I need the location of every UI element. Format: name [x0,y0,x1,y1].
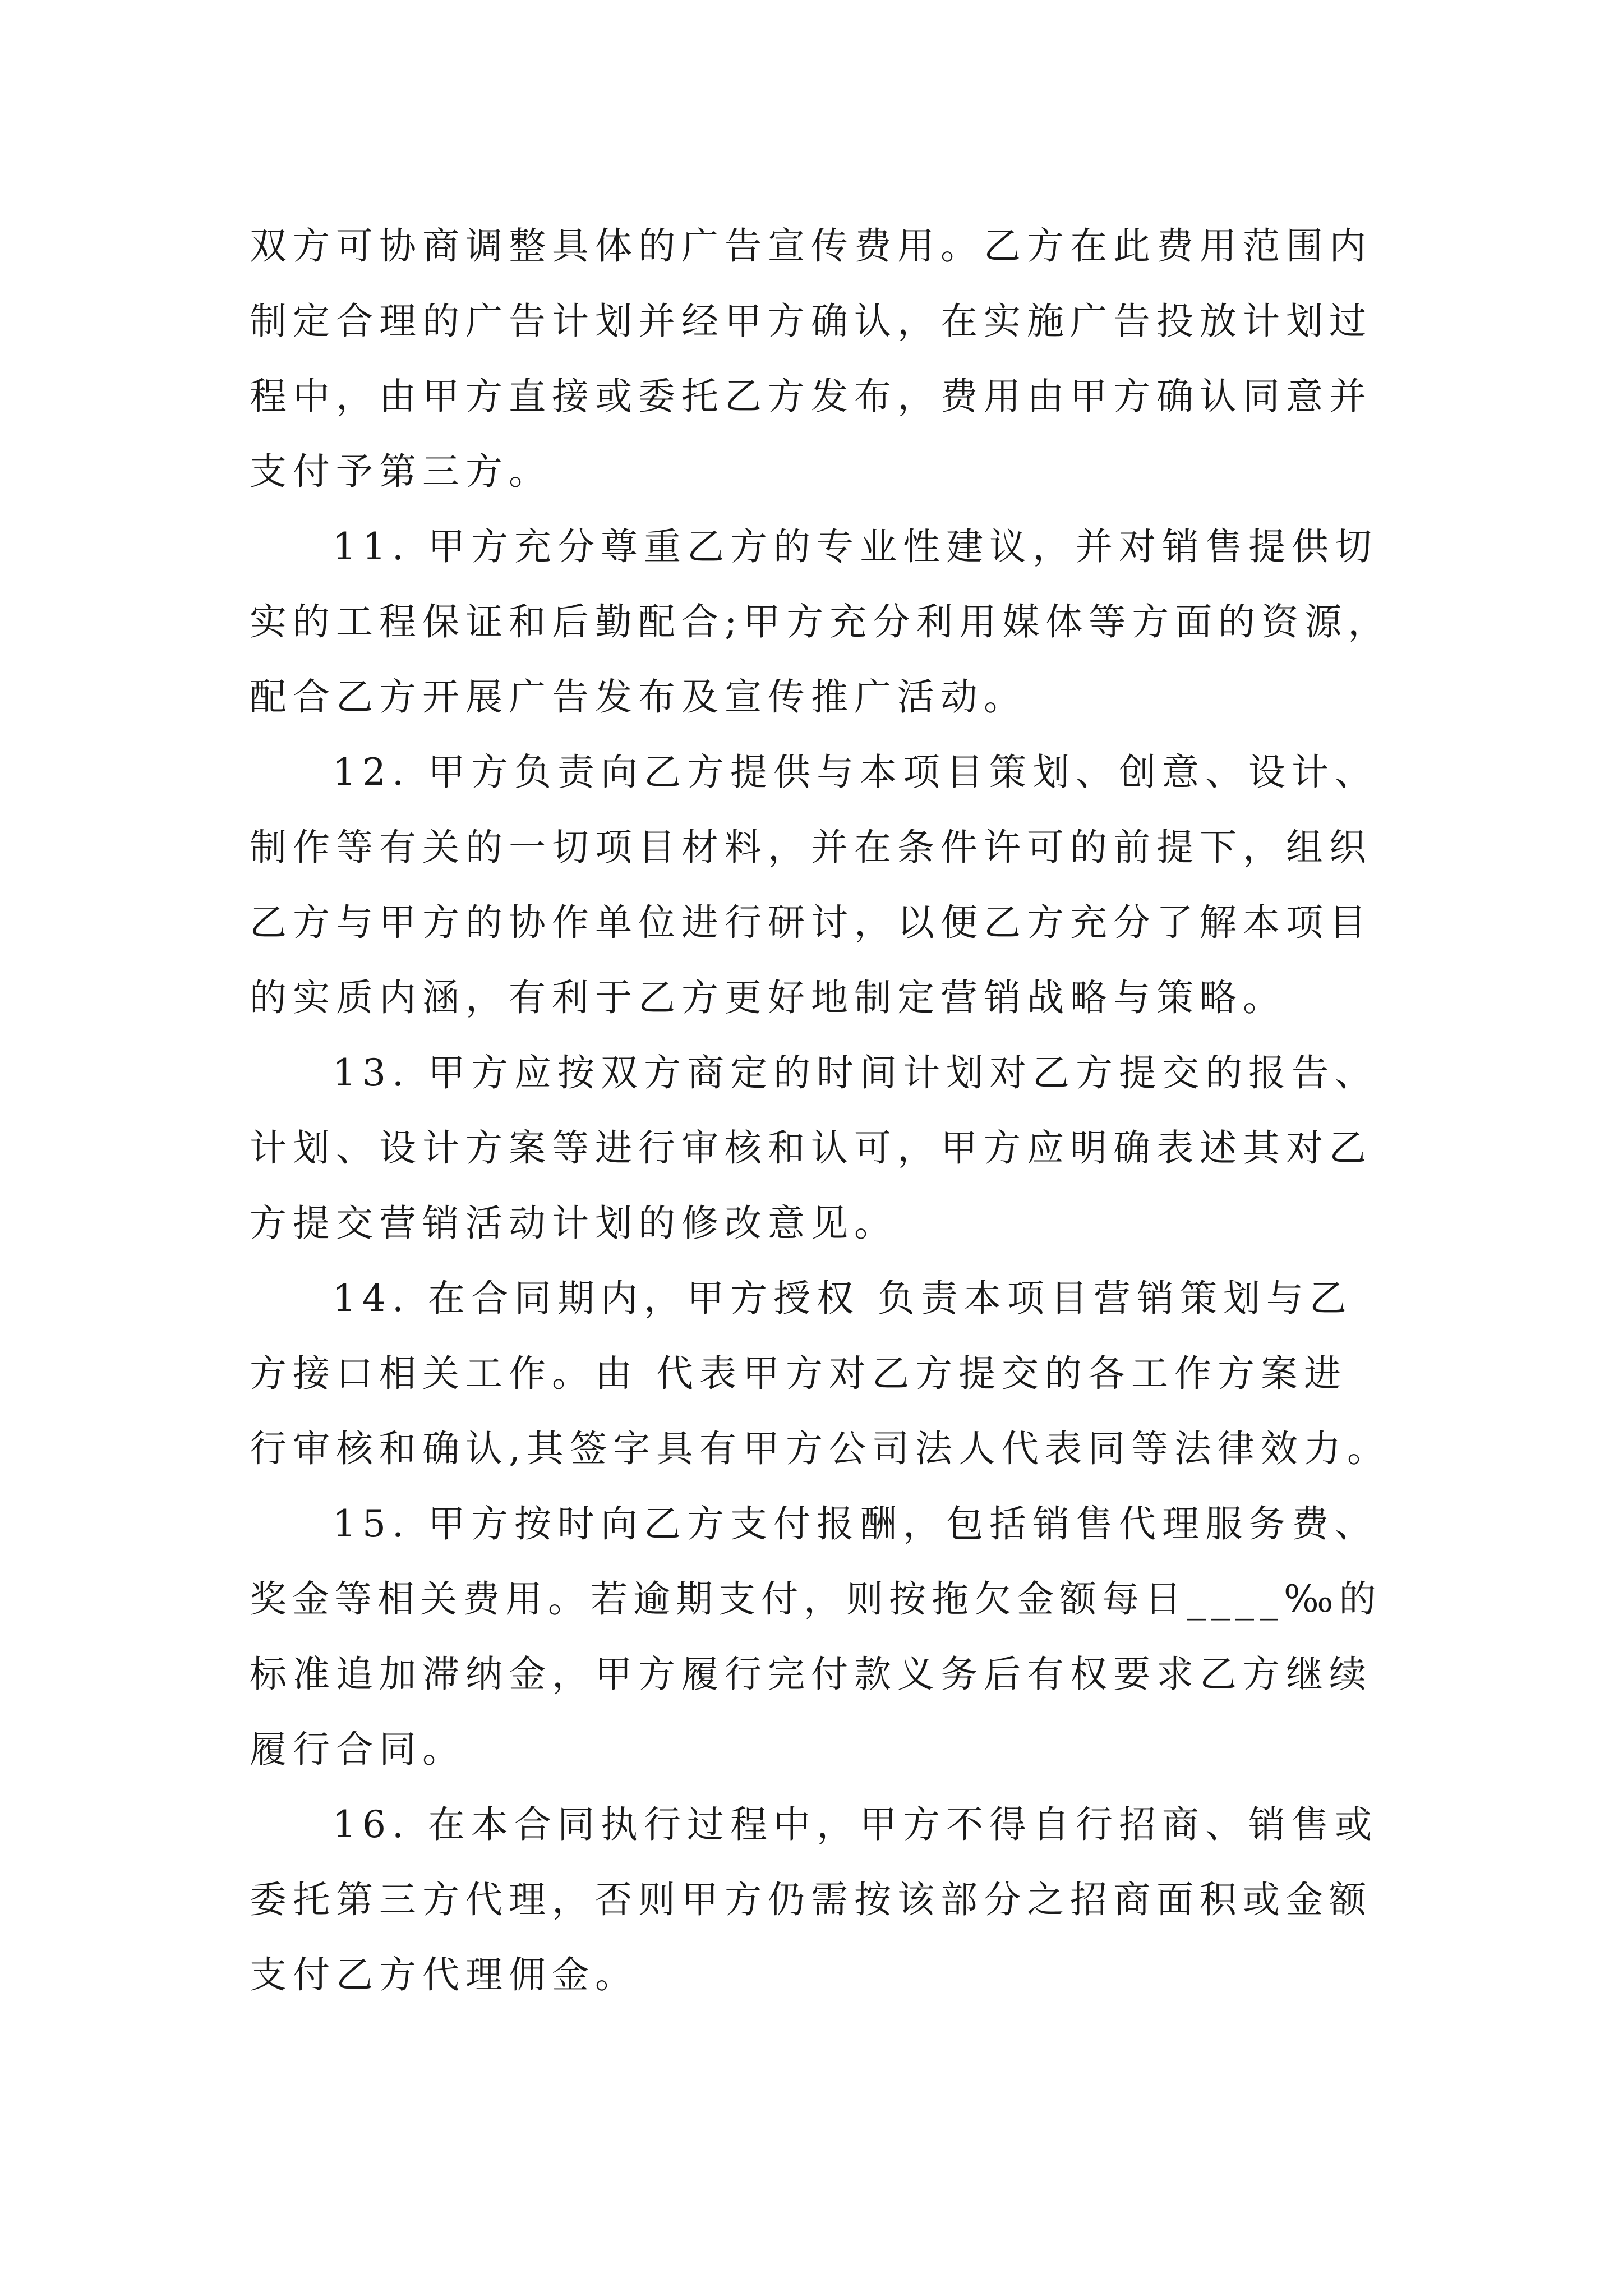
text-line: 制定合理的广告计划并经甲方确认，在实施广告投放计划过 [250,300,1372,343]
text-line: 16. 在本合同执行过程中，甲方不得自行招商、销售或 [333,1803,1378,1846]
text-line: 标准追加滞纳金，甲方履行完付款义务后有权要求乙方继续 [250,1653,1372,1696]
paragraph-p-12 [250,735,1391,1036]
text-line: 11. 甲方充分尊重乙方的专业性建议，并对销售提供切 [333,525,1378,568]
text-line: 程中，由甲方直接或委托乙方发布，费用由甲方确认同意并 [250,375,1372,418]
text-line: 15. 甲方按时向乙方支付报酬，包括销售代理服务费、 [333,1502,1378,1545]
text-line: 方提交营销活动计划的修改意见。 [250,1202,897,1245]
text-line: 行审核和确认,其签字具有甲方公司法人代表同等法律效力。 [250,1427,1390,1470]
paragraph-p-13 [250,1036,1391,1261]
text-line: 配合乙方开展广告发布及宣传推广活动。 [250,675,1027,719]
text-line: 支付乙方代理佣金。 [250,1953,638,1996]
text-line: 乙方与甲方的协作单位进行研讨，以便乙方充分了解本项目 [250,901,1372,944]
paragraph-p-11 [250,509,1391,735]
text-line: 制作等有关的一切项目材料，并在条件许可的前提下，组织 [250,826,1372,869]
text-line: 支付予第三方。 [250,450,552,493]
document-body [250,209,1391,2013]
text-line: 14. 在合同期内，甲方授权 负责本项目营销策划与乙 [333,1277,1353,1320]
text-line: 的实质内涵，有利于乙方更好地制定营销战略与策略。 [250,976,1286,1019]
text-line: 履行合同。 [250,1728,465,1771]
paragraph-p-16 [250,1787,1391,2013]
paragraph-p-15 [250,1487,1391,1787]
text-line: 12. 甲方负责向乙方提供与本项目策划、创意、设计、 [333,751,1378,794]
paragraph-p-14 [250,1261,1391,1487]
text-line: 方接口相关工作。由 代表甲方对乙方提交的各工作方案进 [250,1352,1347,1395]
text-line: 实的工程保证和后勤配合;甲方充分利用媒体等方面的资源， [250,600,1391,643]
text-line: 计划、设计方案等进行审核和认可，甲方应明确表述其对乙 [250,1126,1372,1170]
text-line: 奖金等相关费用。若逾期支付，则按拖欠金额每日____‰的 [250,1577,1382,1621]
paragraph-p-cont [250,209,1391,509]
text-line: 13. 甲方应按双方商定的时间计划对乙方提交的报告、 [333,1051,1378,1094]
text-line: 委托第三方代理，否则甲方仍需按该部分之招商面积或金额 [250,1878,1372,1921]
text-line: 双方可协商调整具体的广告宣传费用。乙方在此费用范围内 [250,224,1372,268]
